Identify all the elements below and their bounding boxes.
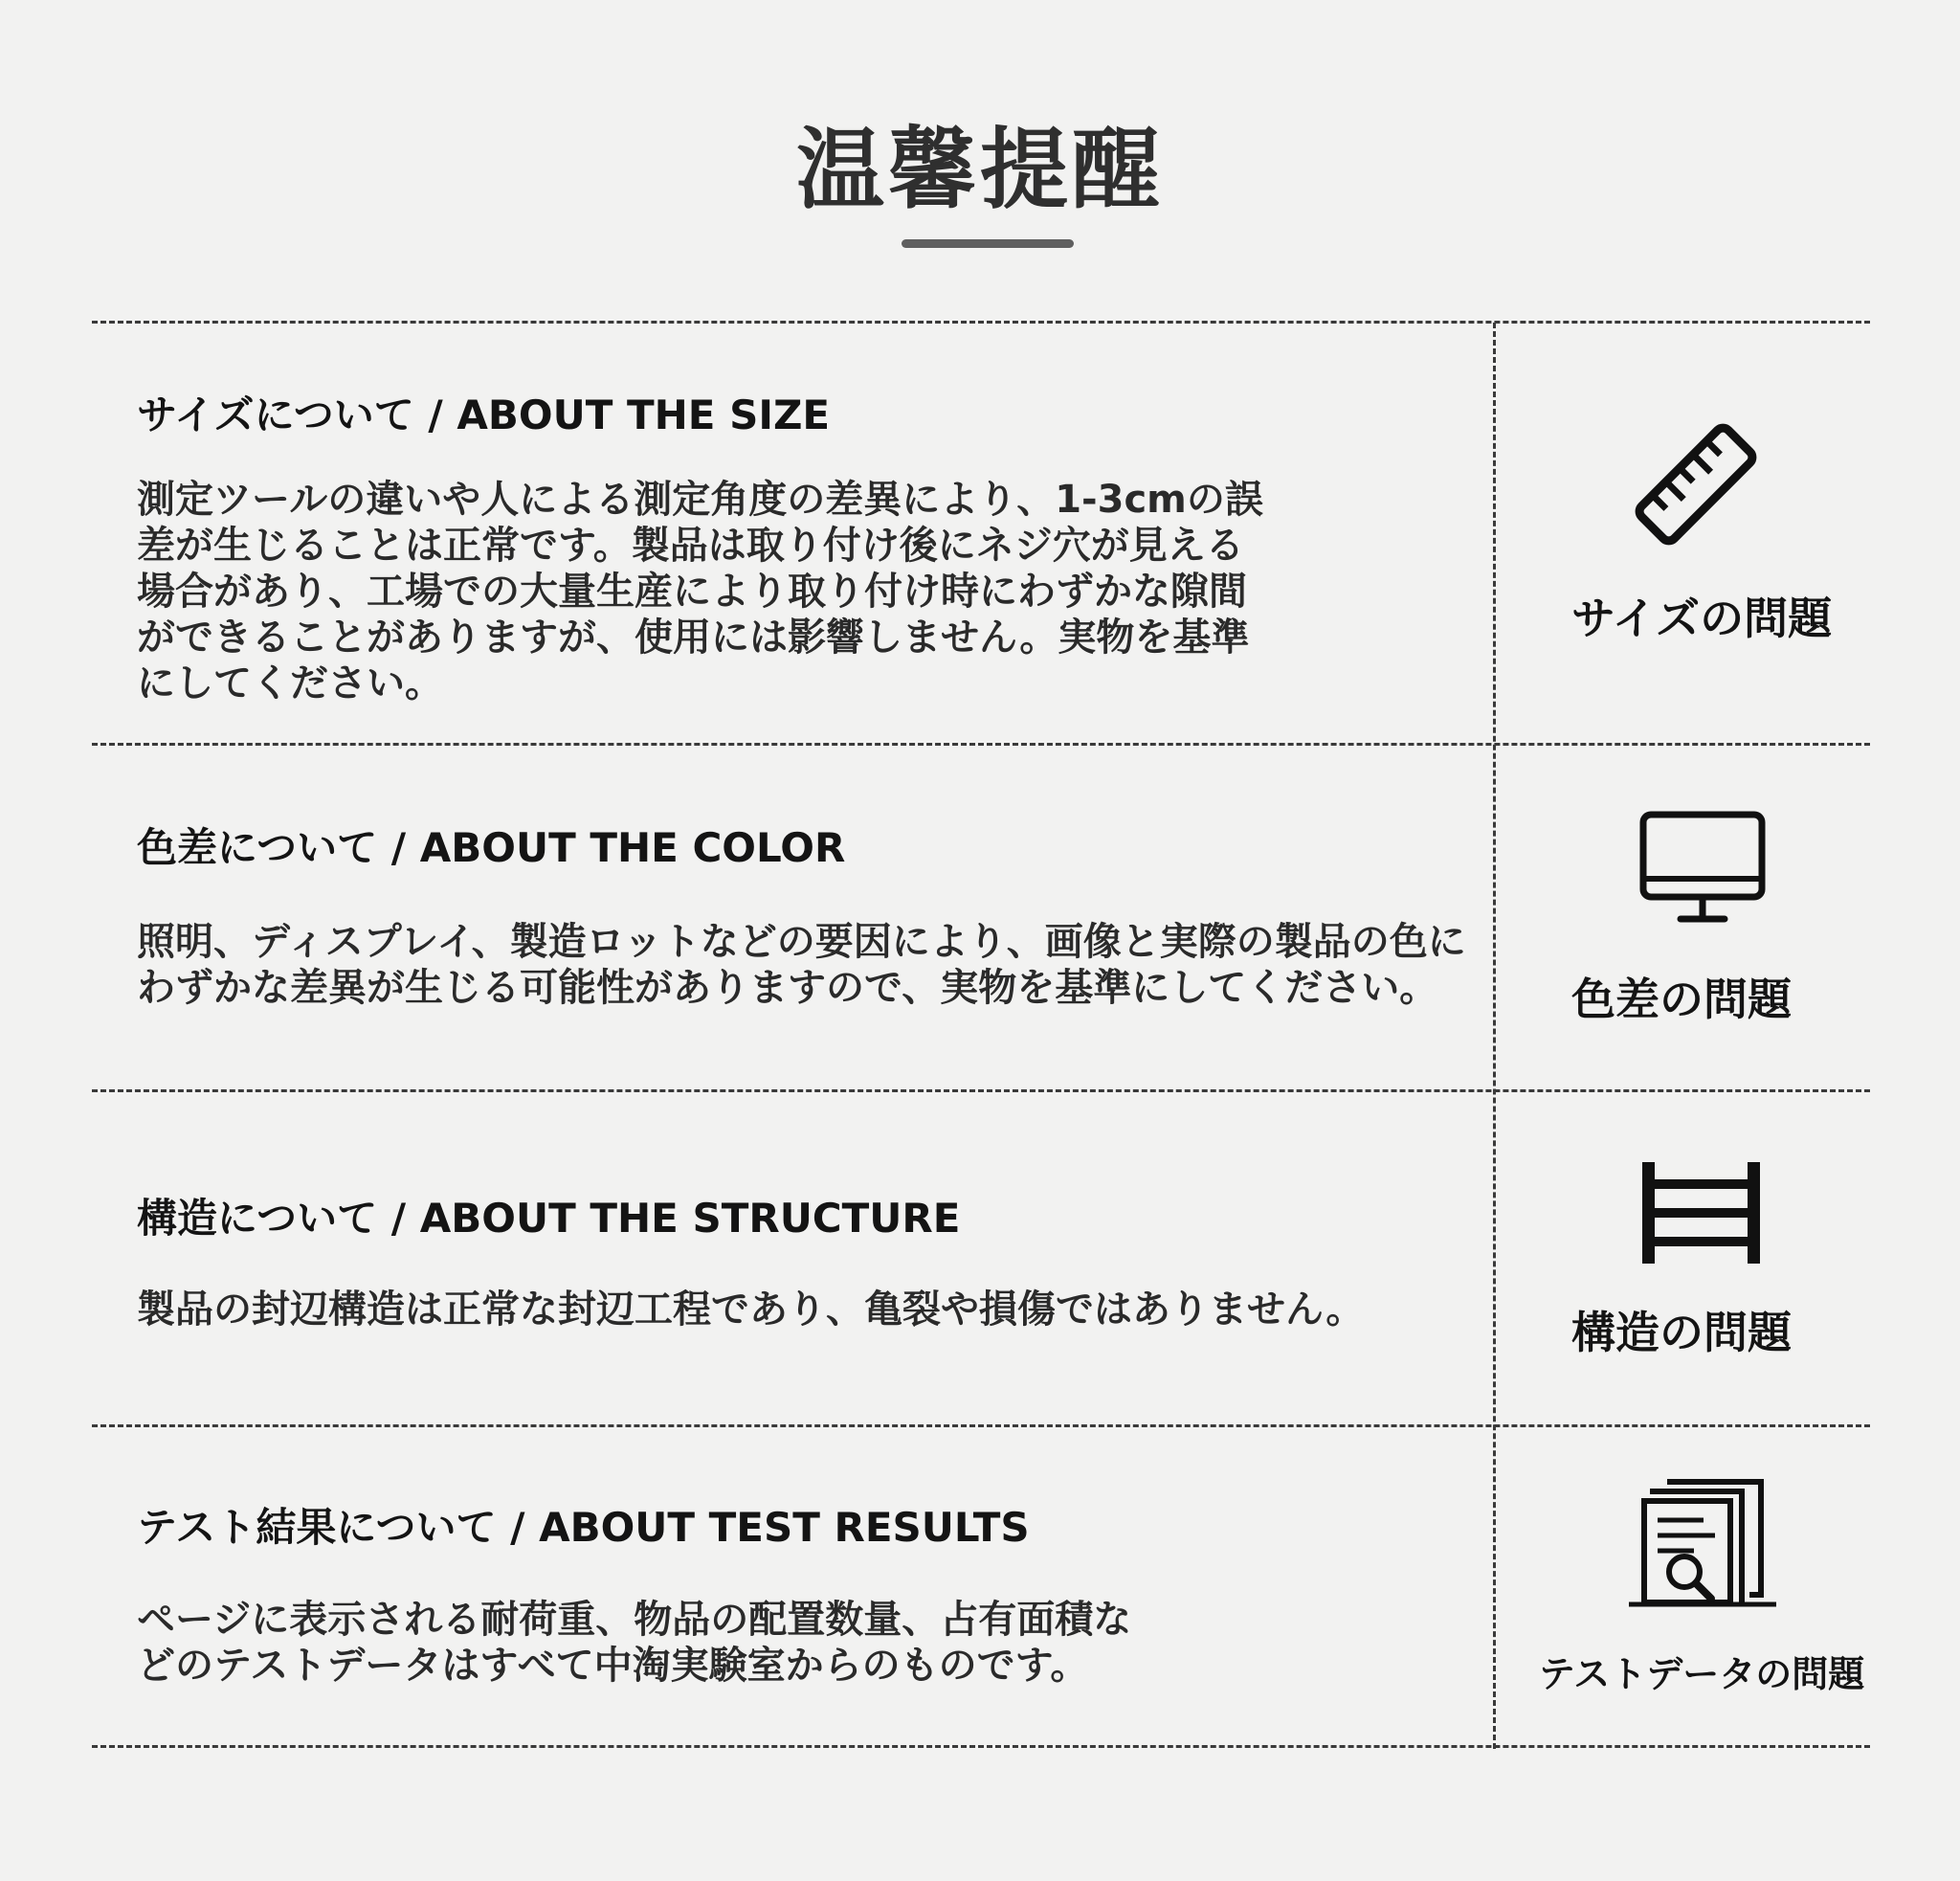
ruler-icon <box>1629 417 1763 551</box>
body-line: 測定ツールの違いや人による測定角度の差異により、1-3cmの誤 <box>137 478 1263 522</box>
body-line: にしてください。 <box>137 661 443 705</box>
ladder-icon <box>1640 1160 1765 1265</box>
body-line: ページに表示される耐荷重、物品の配置数量、占有面積な <box>137 1598 1132 1642</box>
body-line: 照明、ディスプレイ、製造ロットなどの要因により、画像と実際の製品の色に <box>137 920 1466 964</box>
body-line: 差が生じることは正常です。製品は取り付け後にネジ穴が見える <box>137 524 1244 568</box>
side-label: 構造の問題 <box>1571 1307 1792 1358</box>
section-heading: 構造について / ABOUT THE STRUCTURE <box>137 1195 961 1242</box>
divider-1 <box>92 743 1870 746</box>
section-body <box>137 919 1466 1011</box>
page-title: 温馨提醒 <box>795 119 1164 221</box>
section-body <box>137 1597 1131 1689</box>
monitor-icon <box>1638 810 1767 929</box>
body-line: 場合があり、工場での大量生産により取り付け時にわずかな隙間 <box>137 570 1247 614</box>
section-body <box>137 1287 1364 1332</box>
divider-3 <box>92 1424 1870 1427</box>
column-divider <box>1493 323 1496 1749</box>
body-line: どのテストデータはすべて中淘実験室からのものです。 <box>137 1644 1089 1688</box>
title-underline <box>902 239 1074 248</box>
side-label: テストデータの問題 <box>1538 1653 1865 1695</box>
body-line: 製品の封辺構造は正常な封辺工程であり、亀裂や損傷ではありません。 <box>137 1288 1365 1332</box>
side-label: サイズの問題 <box>1570 593 1833 644</box>
side-label: 色差の問題 <box>1571 974 1792 1025</box>
divider-2 <box>92 1089 1870 1092</box>
divider-top <box>92 321 1870 324</box>
section-body <box>137 477 1263 706</box>
body-line: わずかな差異が生じる可能性がありますので、実物を基準にしてください。 <box>137 966 1438 1010</box>
body-line: ができることがありますが、使用には影響しません。実物を基準 <box>137 616 1250 660</box>
divider-bottom <box>92 1745 1870 1748</box>
document-search-icon <box>1627 1478 1780 1612</box>
section-heading: サイズについて / ABOUT THE SIZE <box>137 392 831 438</box>
section-heading: テスト結果について / ABOUT TEST RESULTS <box>137 1504 1030 1551</box>
section-heading: 色差について / ABOUT THE COLOR <box>137 824 846 871</box>
